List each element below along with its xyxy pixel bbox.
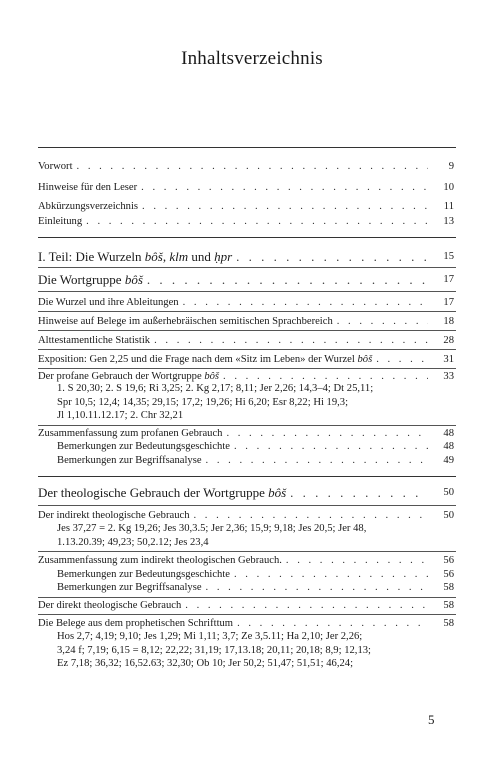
toc-page-number: 56 [443,569,454,580]
toc-entry-summary1-begriff [57,454,454,467]
page-title: Inhaltsverzeichnis [181,48,323,69]
toc-entry-part1 [38,249,454,264]
section-rule [38,291,456,292]
toc-entry-prophetic [38,617,454,630]
toc-page-number: 58 [443,600,454,611]
reference-line: 1. S 20,30; 2. S 19,6; Ri 3,25; 2. Kg 2,17; 8,11; Jer 2,26; 14,3–4; Dt 25,11; [57,383,374,394]
section-rule [38,476,456,477]
entry-rule [38,349,456,350]
toc-label: Der direkt theologische Gebrauch [38,600,182,611]
toc-page-number: 13 [443,216,454,227]
root-term: bôš [124,272,143,287]
label-separator: , [162,249,170,264]
toc-page-number: 11 [443,201,454,212]
toc-entry-hinweise [38,181,454,194]
toc-label: Zusammenfassung zum indirekt theologischen Gebrauch. [38,555,282,566]
toc-label: Hinweise auf Belege im außerhebräischen semitischen Sprachbereich [38,316,333,327]
toc-label [38,250,232,263]
root-term: klm [169,249,189,264]
toc-label: Bemerkungen zur Begriffsanalyse [57,455,202,466]
toc-entry-summary2-begriff [57,581,454,594]
leader-dots [234,568,428,581]
toc-entry-summary1 [38,427,454,440]
label-text: Der theologische Gebrauch der Wortgruppe [38,485,269,500]
toc-entry-semitisch [38,315,454,328]
root-term: bôš [144,249,163,264]
toc-entry-direct [38,599,454,612]
leader-dots [236,250,428,263]
toc-entry-summary1-bedeutung [57,440,454,453]
leader-dots [376,353,428,366]
reference-line: Spr 10,5; 12,4; 14,35; 29,15; 17,2; 19,26; Hi 6,20; Esr 8,22; Hi 19,3; [57,397,349,408]
toc-page-number: 9 [448,161,454,172]
toc-page-number: 31 [443,354,454,365]
leader-dots [226,427,428,440]
entry-rule [38,368,456,369]
reference-line: Jes 37,27 = 2. Kg 19,26; Jes 30,3.5; Jer 2,36; 15,9; 9,18; Jes 20,5; Jer 48, [57,523,367,534]
top-rule [38,147,456,148]
leader-dots [183,296,428,309]
toc-label [38,273,143,286]
toc-label: Hinweise für den Leser [38,182,138,193]
toc-page-number: 49 [443,455,454,466]
leader-dots [286,554,428,567]
leader-dots [141,181,428,194]
reference-line: 1.13.20.39; 49,23; 50,2.12; Jes 23,4 [57,537,209,548]
toc-label: Einleitung [38,216,83,227]
entry-rule [38,425,456,426]
toc-page-number: 48 [443,441,454,452]
entry-rule [38,597,456,598]
toc-label [38,486,286,499]
toc-page-number: 50 [443,487,454,498]
toc-label [38,353,372,366]
leader-dots [206,581,428,594]
leader-dots [206,454,428,467]
label-text: I. Teil: Die Wurzeln [38,249,145,264]
toc-page-number: 58 [443,618,454,629]
leader-dots [194,509,429,522]
toc-page-number: 18 [443,316,454,327]
toc-entry-indirect [38,509,454,522]
toc-page-number: 15 [443,251,454,262]
toc-entry-statistik [38,334,454,347]
toc-label: Die Wurzel und ihre Ableitungen [38,297,179,308]
toc-page-number: 56 [443,555,454,566]
toc-label: Abkürzungsverzeichnis [38,201,139,212]
entry-rule [38,551,456,552]
toc-entry-abkuerzungen [38,200,454,213]
toc-label: Zusammenfassung zum profanen Gebrauch [38,428,223,439]
toc-entry-vorwort [38,160,454,173]
leader-dots [142,200,428,213]
toc-label: Alttestamentliche Statistik [38,335,151,346]
root-term: bôš [268,485,287,500]
toc-entry-section2 [38,485,454,500]
toc-page-number: 33 [443,371,454,382]
toc-label: Bemerkungen zur Bedeutungsgeschichte [57,441,230,452]
entry-rule [38,614,456,615]
toc-page-number: 28 [443,335,454,346]
leader-dots [290,486,428,499]
leader-dots [154,334,428,347]
leader-dots [86,215,428,228]
reference-line: 3,24 f; 7,19; 6,15 = 8,12; 22,22; 31,19; 17,13.18; 20,11; 20,18; 8,9; 12,13; [57,645,371,656]
section-rule [38,267,456,268]
entry-rule [38,311,456,312]
leader-dots [147,273,428,286]
root-term: ḥpr [214,249,233,264]
label-text: Exposition: Gen 2,25 und die Frage nach dem «Sitz im Leben» der Wurzel [38,354,358,365]
toc-label: Bemerkungen zur Begriffsanalyse [57,582,202,593]
toc-entry-wurzel [38,296,454,309]
leader-dots [77,160,428,173]
toc-entry-exposition [38,353,454,366]
label-text: Der profane Gebrauch der Wortgruppe [38,371,205,382]
reference-line: Hos 2,7; 4,19; 9,10; Jes 1,29; Mi 1,11; 3,7; Ze 3,5.11; Ha 2,10; Jer 2,26; [57,631,363,642]
page-number: 5 [428,712,435,727]
toc-page-number: 10 [443,182,454,193]
leader-dots [237,617,428,630]
leader-dots [337,315,428,328]
label-separator: und [188,249,215,264]
toc-page-number: 17 [443,297,454,308]
root-term: bôš [357,354,373,365]
toc-page-number: 50 [443,510,454,521]
toc-page-number: 48 [443,428,454,439]
reference-line: Jl 1,10.11.12.17; 2. Chr 32,21 [57,410,184,421]
label-text: Die Wortgruppe [38,272,125,287]
toc-entry-summary2-bedeutung [57,568,454,581]
toc-label: Der indirekt theologische Gebrauch [38,510,190,521]
toc-label: Vorwort [38,161,73,172]
toc-page-number: 58 [443,582,454,593]
entry-rule [38,330,456,331]
reference-line: Ez 7,18; 36,32; 16,52.63; 32,30; Ob 10; Jer 50,2; 51,47; 51,51; 46,24; [57,658,354,669]
toc-entry-section1 [38,272,454,287]
leader-dots [185,599,428,612]
section-rule [38,505,456,506]
toc-label: Die Belege aus dem prophetischen Schrifttum [38,618,234,629]
toc-page-number: 17 [443,274,454,285]
root-term: bôš [204,371,220,382]
leader-dots [234,440,428,453]
section-rule [38,237,456,238]
toc-entry-einleitung [38,215,454,228]
toc-label: Bemerkungen zur Bedeutungsgeschichte [57,569,230,580]
toc-entry-summary2 [38,554,454,567]
